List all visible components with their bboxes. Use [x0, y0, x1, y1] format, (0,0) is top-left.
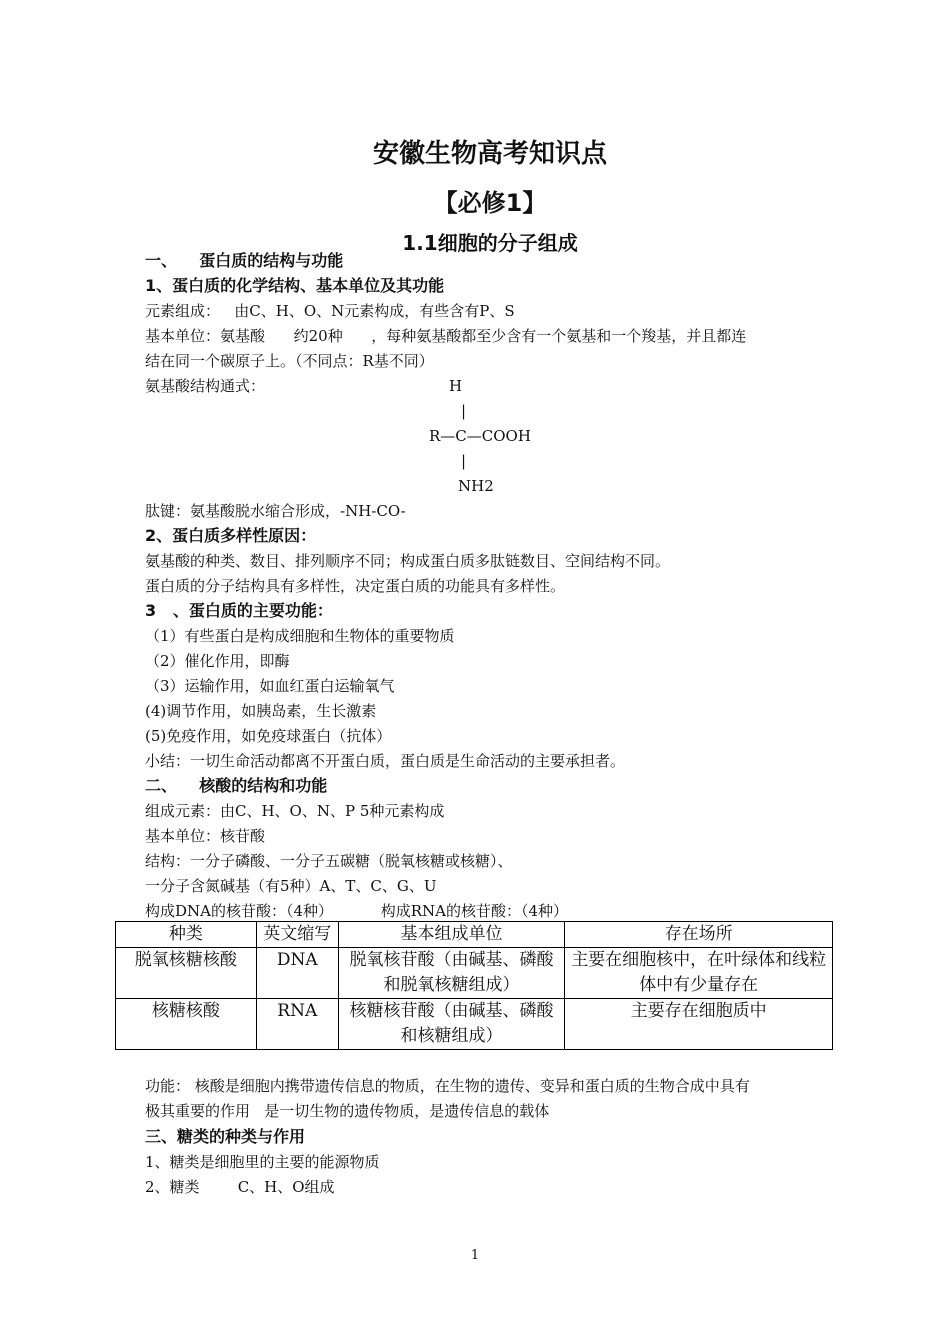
nucleic-heading: 二、 核酸的结构和功能	[145, 776, 328, 795]
section-title: 1.1细胞的分子组成	[402, 231, 578, 255]
table-cell: 主要在细胞核中，在叶绿体和线粒体中有少量存在	[565, 948, 833, 999]
table-cell: RNA	[256, 999, 338, 1050]
page-subtitle: 【必修1】	[433, 189, 547, 217]
protein-subheading-2: 2、蛋白质多样性原因：	[145, 526, 317, 545]
protein-unit: 基本单位：氨基酸 约20种 ，每种氨基酸都至少含有一个氨基和一个羧基，并且都连	[145, 327, 747, 345]
diversity-line-2: 蛋白质的分子结构具有多样性，决定蛋白质的功能具有多样性。	[145, 577, 566, 595]
function-item: （1）有些蛋白是构成细胞和生物体的重要物质	[145, 627, 455, 645]
table-row	[116, 948, 833, 999]
table-cell: 脱氧核糖核酸	[116, 948, 257, 999]
page-number: 1	[470, 1248, 480, 1263]
table-row	[116, 999, 833, 1050]
table-header-cell: 种类	[116, 922, 257, 948]
page-title: 安徽生物高考知识点	[372, 139, 607, 169]
nucleic-function-1: 功能： 核酸是细胞内携带遗传信息的物质，在生物的遗传、变异和蛋白质的生物合成中具有	[145, 1077, 750, 1095]
protein-subheading-1: 1、蛋白质的化学结构、基本单位及其功能	[145, 276, 445, 295]
nucleic-unit: 基本单位：核苷酸	[145, 827, 266, 845]
table-header-cell: 基本组成单位	[338, 922, 565, 948]
nucleic-function-2: 极其重要的作用 是一切生物的遗传物质，是遗传信息的载体	[145, 1102, 550, 1120]
protein-subheading-3: 3 、蛋白质的主要功能：	[145, 601, 333, 620]
formula-bond-top: |	[461, 402, 467, 420]
formula-main-chain: R—C—COOH	[429, 427, 531, 445]
formula-bond-bottom: |	[461, 452, 467, 470]
function-item: (5)免疫作用，如免疫球蛋白（抗体）	[145, 727, 392, 745]
protein-heading: 一、 蛋白质的结构与功能	[145, 251, 344, 270]
nucleic-acid-table	[115, 921, 833, 1050]
nucleic-elements: 组成元素：由C、H、O、N、P 5种元素构成	[145, 802, 445, 820]
table-cell: 主要存在细胞质中	[565, 999, 833, 1050]
table-cell: 脱氧核苷酸（由碱基、磷酸和脱氧核糖组成）	[338, 948, 565, 999]
sugar-heading: 三、糖类的种类与作用	[145, 1127, 306, 1146]
protein-summary: 小结：一切生命活动都离不开蛋白质，蛋白质是生命活动的主要承担者。	[145, 752, 626, 770]
table-header-cell: 存在场所	[565, 922, 833, 948]
formula-h: H	[449, 377, 463, 395]
table-header-row	[116, 922, 833, 948]
nucleic-structure-1: 结构：一分子磷酸、一分子五碳糖（脱氧核糖或核糖）、	[145, 852, 513, 870]
protein-elements: 元素组成： 由C、H、O、N元素构成，有些含有P、S	[145, 302, 515, 320]
peptide-bond: 肽键：氨基酸脱水缩合形成，-NH-CO-	[145, 502, 406, 520]
nucleic-structure-2: 一分子含氮碱基（有5种）A、T、C、G、U	[145, 877, 437, 895]
formula-nh2: NH2	[458, 477, 494, 495]
protein-unit-cont: 结在同一个碳原子上。（不同点：R基不同）	[145, 352, 434, 370]
table-cell: 核糖核酸	[116, 999, 257, 1050]
formula-label: 氨基酸结构通式：	[145, 377, 266, 395]
sugar-line-1: 1、糖类是细胞里的主要的能源物质	[145, 1153, 380, 1171]
function-item: （2）催化作用，即酶	[145, 652, 290, 670]
function-item: (4)调节作用，如胰岛素，生长激素	[145, 702, 377, 720]
nucleotide-kinds: 构成DNA的核苷酸：（4种） 构成RNA的核苷酸：（4种）	[145, 902, 569, 920]
table-cell: 核糖核苷酸（由碱基、磷酸和核糖组成）	[338, 999, 565, 1050]
diversity-line-1: 氨基酸的种类、数目、排列顺序不同；构成蛋白质多肽链数目、空间结构不同。	[145, 552, 671, 570]
function-item: （3）运输作用，如血红蛋白运输氧气	[145, 677, 395, 695]
table-header-cell: 英文缩写	[256, 922, 338, 948]
sugar-line-2: 2、糖类 C、H、O组成	[145, 1178, 335, 1196]
table-cell: DNA	[256, 948, 338, 999]
